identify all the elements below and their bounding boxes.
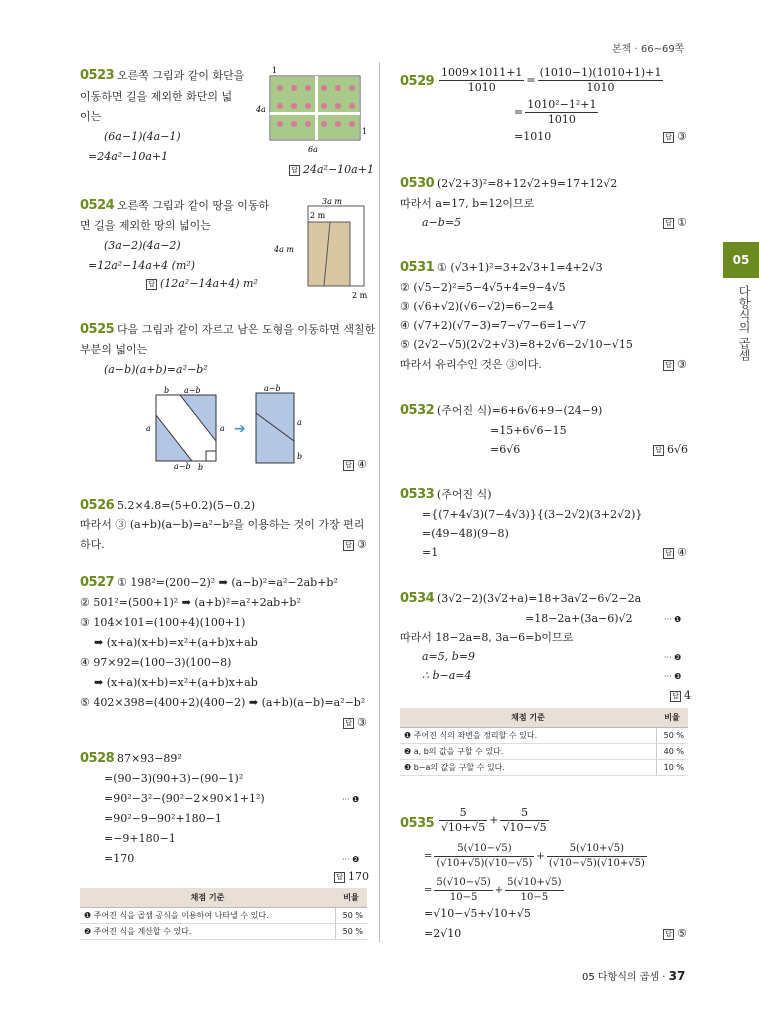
problem-number: 0527 xyxy=(80,575,115,590)
table-row: ❷ a, b의 값을 구할 수 있다. 40 % xyxy=(400,744,688,760)
page-number: 37 xyxy=(668,969,686,983)
label-right: 1 xyxy=(362,127,368,136)
text: 부분의 넓이는 xyxy=(80,343,148,356)
problem-number: 0525 xyxy=(80,322,115,337)
equation: $\frac{5}{√10+√5}$ + $\frac{5}{√10-√5}$ xyxy=(441,806,547,834)
label-left: 4a m xyxy=(274,245,294,254)
svg-text:b: b xyxy=(297,452,303,461)
line: =2√10 xyxy=(424,927,462,940)
line: ∴ b−a=4 xyxy=(422,669,472,682)
line: (3√2−2)(3√2+a)=18+3a√2−6√2−2a xyxy=(437,592,642,605)
line: (주어진 식)=6+6√6+9−(24−9) xyxy=(437,404,603,417)
equation: (a−b)(a+b)=a²−b² xyxy=(104,363,208,376)
equation: = $\frac{5(√10-√5)}{(√10+√5)(√10-√5)}$ + $\frac{5(√10+√5)}{(√10-√5)(√10+√5)}$ xyxy=(424,843,645,869)
text: 이는 xyxy=(80,110,102,123)
line: 따라서 18−2a=8, 3a−6=b이므로 xyxy=(400,631,574,644)
answer: 답 ⑤ xyxy=(663,927,687,940)
answer: 답 ③ xyxy=(663,130,687,143)
table-row: ❶ 주어진 식을 곱셈 공식을 이용하여 나타낼 수 있다. 50 % xyxy=(80,908,367,924)
line: ② (√5−2)²=5−4√5+4=9−4√5 xyxy=(400,281,566,294)
svg-text:b: b xyxy=(164,386,170,395)
line: ⑤ (2√2−√5)(2√2+√3)=8+2√6−2√10−√15 xyxy=(400,338,633,351)
line: =18−2a+(3a−6)√2 xyxy=(525,612,633,625)
answer: 답 ③ xyxy=(663,358,687,371)
problem-number: 0532 xyxy=(400,403,435,418)
line: =√10−√5+√10+√5 xyxy=(424,907,531,920)
equation: =24a²−10a+1 xyxy=(88,150,169,163)
text: 이동하면 길을 제외한 화단의 넓 xyxy=(80,90,233,103)
line: 따라서 a=17, b=12이므로 xyxy=(400,197,535,210)
scoring-table: 채점 기준 비율 ❶ 주어진 식의 좌변을 정리할 수 있다. 50 % ❷ a, b의 값을 구할 수 있다. 40 % ❸ b−a의 값을 구할 수 있다. 10 % xyxy=(400,708,688,776)
answer: 답 24a²−10a+1 xyxy=(289,163,374,176)
column-divider xyxy=(379,62,380,942)
problem-number: 0523 xyxy=(80,68,115,83)
equation: (3a−2)(4a−2) xyxy=(104,239,181,252)
equation: =12a²−14a+4 (m²) xyxy=(88,259,196,272)
line: ③ 104×101=(100+4)(100+1) xyxy=(80,616,246,629)
line: 87×93−89² xyxy=(117,752,182,765)
answer: 답 ① xyxy=(663,216,687,229)
label-bottom: 2 m xyxy=(352,291,368,300)
svg-text:➔: ➔ xyxy=(234,421,246,437)
footer-chapter: 05 다항식의 곱셈 xyxy=(582,972,660,983)
text: 다음 그림과 같이 자르고 남은 도형을 이동하면 색칠한 xyxy=(117,323,376,336)
line: =(49−48)(9−8) xyxy=(422,527,509,540)
line: =6√6 xyxy=(490,443,521,456)
answer: 답 170 xyxy=(334,870,369,883)
score-mark: ··· ❶ xyxy=(342,795,360,804)
label-top: 3a m xyxy=(322,197,342,206)
problem-number: 0533 xyxy=(400,487,435,502)
label-left: 4a xyxy=(256,105,266,114)
text: 오른쪽 그림과 같이 땅을 이동하 xyxy=(117,199,270,212)
problem-number: 0524 xyxy=(80,198,115,213)
line: ④ (√7+2)(√7−3)=7−√7−6=1−√7 xyxy=(400,319,587,332)
table-row: ❷ 주어진 식을 계산할 수 있다. 50 % xyxy=(80,924,367,940)
svg-text:a−b: a−b xyxy=(174,462,191,471)
line: =−9+180−1 xyxy=(104,832,176,845)
problem-number: 0526 xyxy=(80,498,115,513)
table-row: ❸ b−a의 값을 구할 수 있다. 10 % xyxy=(400,760,688,776)
problem-number: 0529 xyxy=(400,74,435,89)
score-mark: ··· ❶ xyxy=(664,615,682,624)
line: =170 xyxy=(104,852,135,865)
line: =(90−3)(90+3)−(90−1)² xyxy=(104,772,244,785)
problem-number: 0534 xyxy=(400,591,435,606)
line: ➡ (x+a)(x+b)=x²+(a+b)x+ab xyxy=(94,676,258,689)
equation: 5.2×4.8=(5+0.2)(5−0.2) xyxy=(117,499,256,512)
problem-number: 0530 xyxy=(400,176,435,191)
text: 면 길을 제외한 땅의 넓이는 xyxy=(80,219,211,232)
label-bottom: 6a xyxy=(308,145,318,154)
text: 오른쪽 그림과 같이 화단을 xyxy=(117,69,245,82)
answer: 답 ④ xyxy=(343,458,367,471)
answer: 답 ③ xyxy=(343,716,367,729)
text: 따라서 ③ (a+b)(a−b)=a²−b²을 이용하는 것이 가장 편리 xyxy=(80,518,365,531)
answer: 답 ④ xyxy=(663,546,687,559)
score-mark: ··· ❸ xyxy=(664,672,682,681)
line: 따라서 유리수인 것은 ③이다. xyxy=(400,358,542,371)
line: =15+6√6−15 xyxy=(490,424,567,437)
line: ={(7+4√3)(7−4√3)}{(3−2√2)(3+2√2)} xyxy=(422,508,643,521)
svg-text:a: a xyxy=(297,418,302,427)
equation: $\frac{1009\times 1011+1}{1010}$ = $\frac{(1010-1)(1010+1)+1}{1010}$ xyxy=(441,66,662,94)
scoring-table: 채점 기준 비율 ❶ 주어진 식을 곱셈 공식을 이용하여 나타낼 수 있다. 50 % ❷ 주어진 식을 계산할 수 있다. 50 % xyxy=(80,888,367,940)
footer: 05 다항식의 곱셈 · 37 xyxy=(582,969,686,983)
line: ➡ (x+a)(x+b)=x²+(a+b)x+ab xyxy=(94,636,258,649)
svg-text:a−b: a−b xyxy=(184,386,201,395)
line: ④ 97×92=(100−3)(100−8) xyxy=(80,656,232,669)
problem-number: 0528 xyxy=(80,751,115,766)
land-figure xyxy=(272,194,377,302)
answer: 답 6√6 xyxy=(653,443,688,456)
line: =1010 xyxy=(514,130,552,143)
line: =1 xyxy=(422,546,439,559)
label-top: 1 xyxy=(272,66,278,75)
line: a−b=5 xyxy=(422,216,462,229)
flowerbed-figure xyxy=(258,64,373,156)
line: =90²−9−90²+180−1 xyxy=(104,812,222,825)
chapter-tab-title: 다항식의 곱셈 xyxy=(737,285,751,361)
square-cut-figure xyxy=(140,383,315,473)
svg-text:a−b: a−b xyxy=(264,384,281,393)
svg-text:b: b xyxy=(198,463,204,472)
equation: (6a−1)(4a−1) xyxy=(104,130,181,143)
line: a=5, b=9 xyxy=(422,650,476,663)
label-inner: 2 m xyxy=(310,211,326,220)
answer: 답 (12a²−14a+4) m² xyxy=(146,277,258,290)
page-ref: 본책 · 66~69쪽 xyxy=(612,44,685,55)
problem-number: 0535 xyxy=(400,816,435,831)
line: (주어진 식) xyxy=(437,488,492,501)
line: ① (√3+1)²=3+2√3+1=4+2√3 xyxy=(437,261,603,274)
svg-text:a: a xyxy=(220,424,225,433)
answer: 답 4 xyxy=(670,689,691,702)
table-row: ❶ 주어진 식의 좌변을 정리할 수 있다. 50 % xyxy=(400,728,688,744)
equation: = $\frac{5(√10-√5)}{10-5}$ + $\frac{5(√10+√5)}{10-5}$ xyxy=(424,877,562,903)
text: 하다. xyxy=(80,538,105,551)
line: (2√2+3)²=8+12√2+9=17+12√2 xyxy=(437,177,618,190)
line: ① 198²=(200−2)² ➡ (a−b)²=a²−2ab+b² xyxy=(117,576,338,589)
problem-number: 0531 xyxy=(400,260,435,275)
answer: 답 ③ xyxy=(343,538,367,551)
score-mark: ··· ❷ xyxy=(664,653,682,662)
equation: = $\frac{\text{1010²−1²+1}}{1010}$ xyxy=(514,98,597,126)
line: =90²−3²−(90²−2×90×1+1²) xyxy=(104,792,265,805)
line: ⑤ 402×398=(400+2)(400−2) ➡ (a+b)(a−b)=a²−b² xyxy=(80,696,366,709)
line: ③ (√6+√2)(√6−√2)=6−2=4 xyxy=(400,300,554,313)
line: ② 501²=(500+1)² ➡ (a+b)²=a²+2ab+b² xyxy=(80,596,301,609)
score-mark: ··· ❷ xyxy=(342,855,360,864)
chapter-tab-number: 05 xyxy=(723,242,759,278)
svg-text:a: a xyxy=(146,424,151,433)
